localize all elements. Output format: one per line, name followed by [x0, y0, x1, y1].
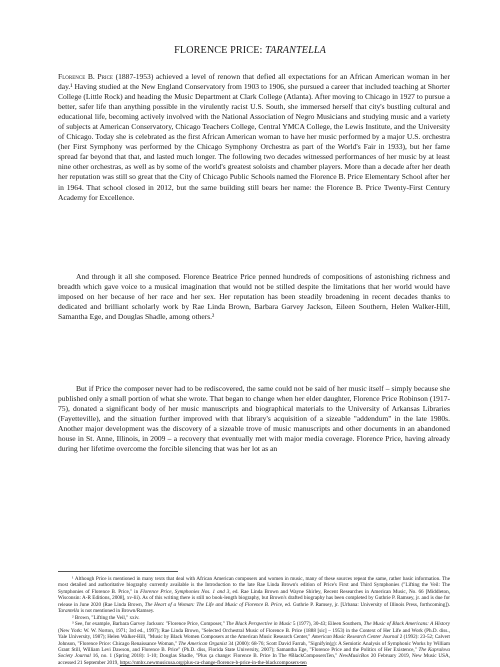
footnote-3-italic-c: American Music Research Center Journal [311, 634, 399, 641]
footnote-3-text-b: 5 (1977), 30-43; Eileen Southern, [291, 621, 364, 628]
footnote-2: ² Brown, "Lifting the Veil," xxiv. [72, 614, 140, 621]
title-composer: FLORENCE PRICE: [174, 45, 266, 56]
title-work: TARANTELLA [265, 45, 326, 56]
footnote-divider [58, 571, 178, 572]
footnote-1-text-c: , ed. Guthrie P. Ramsey, jr. [Urbana: University of Illinois Press, forthcoming]). [282, 601, 450, 608]
paragraph-2-text: And through it all she composed. Florence Beatrice Price penned hundreds of compositions of astonishing richness and breadth which gave voice to a musical imagination that would not be stilled despite the limitations that her world would have imposed on her because of her race and her sex. Her reputation has been steadily broadening in recent decades thanks to dedicated and brilliant scholarly work by Rae Linda Brown, Barbara Garvey Jackson, Eileen Southern, Helen Walker-Hill, Samantha Ege, and Douglas Shadle, among others.² [58, 272, 450, 322]
footnote-3-text-c: (New York: W. W. Norton, 1971; 3rd ed., 1997); Rae Linda Brown, "Selected Orchestral Music of Florence B. Price (1888 [sic] – 1953) in the Context of Her Life and Work (Ph.D. diss., Yale University, 1987); Helen Walker-Hill, "Music by Black Women Composers at the American Music Research Center," [58, 627, 450, 641]
paragraph-1 [58, 72, 450, 203]
paragraph-2 [58, 272, 450, 322]
paragraph-3-text: But if Price the composer never had to be rediscovered, the same could not be said of her music itself – simply because she published only a small portion of what she wrote. That began to change when her elder daughter, Florence Price Robinson (1917-75), donated a significant body of her music manuscripts and biographical materials to the University of Arkansas Libraries (Fayetteville), and the situation further improved with that library's acquisition of a sizeable "addendum" in the late 1980s. Another major development was the discovery of a sizeable trove of music manuscripts and other documents in an abandoned house in St. Anne, Illinois, in 2009 – a recovery that eventually met with major media coverage. Florence Price, having already during her lifetime overcome the forcible silencing that was her lot as an [58, 384, 450, 454]
footnote-3-text-d: 2 (1992): 23-52; Calvert Johnson, "Florence Price: Chicago Renaissance Woman," [58, 634, 450, 647]
footnote-3-text-g: 20 February 2019, New Music USA, accessed 21 September 2019, [58, 653, 450, 666]
footnote-3-text-e: 34 (2000): 68-76; Scott David Farrah, "Signifyin(g): A Semiotic Analysis of Symphonic Works by William Grant Still, William Levi Dawson, and Florence B. Price" (Ph.D. diss, Florida State University, 2007); Samantha Ege, "Florence Price and the Politics of Her Existence," [58, 640, 450, 653]
footnote-3-italic-b: The Music of Black Americans: A History [363, 621, 451, 628]
paragraph-3 [58, 384, 450, 454]
footnote-3-italic-f: NewMusicBox [339, 653, 369, 660]
document-title [0, 45, 500, 56]
footnote-1-text-d: is not mentioned in Brown/Ramsey. [79, 608, 155, 615]
footnotes [58, 576, 450, 666]
footnote-1-italic-c: Tarantella [58, 608, 80, 615]
paragraph-1-lead: Florence B. Price [58, 72, 113, 81]
footnote-3-text: ³ See, for example, Barbara Garvey Jackson: "Florence Price, Composer," [72, 621, 227, 628]
footnote-3-italic-a: The Black Perspective in Music [226, 621, 292, 628]
footnote-3-link[interactable]: https://nmbx.newmusicusa.org/plus-ca-change-florence-b-price-in-the-blackcomposers-ten [119, 659, 307, 666]
footnote-1-italic-a: Florence Price, Symphonies Nos. 1 and 3 [140, 588, 230, 595]
footnote-3-italic-e: The Kapralova Society Journal [58, 646, 450, 660]
footnote-3-text-f: 16, no. 1 (Spring 2018): 1-10; Douglas Shadle, "Plus ça change: Florence B. Price In The #BlackComposersTen," [90, 653, 340, 660]
footnote-1-text-b: , ed. Rae Linda Brown and Wayne Shirley, Recent Researches in American Music, No. 66 [Middleton, Wisconsin: A-R Editions, 2008], xv-lii). As of this writing there is still no book-length biography, but Brown's drafted biography has been completed by Guthrie P. Ramsey, jr. and is due for release in June 2020 (Rae Linda Brown, [58, 588, 450, 608]
paragraph-1-text: (1887-1953) achieved a level of renown that defied all expectations for an African American woman in her day.¹ Having studied at the New England Conservatory from 1903 to 1906, she pursued a career that included teaching at Shorter College (Little Rock) and heading the Music Department at Clark College (Atlanta). After moving to Chicago in 1927 to pursue a better, safer life than anything possible in the virulently racist U.S. South, she immersed herself that city's bustling cultural and educational life, becoming actively involved with the National Association of Negro Musicians and studying music and a variety of subjects at American Conservatory, Chicago Teachers College, Central YMCA College, the Lewis Institute, and the University of Chicago. Today she is celebrated as the first African American woman to have her music performed by a major U.S. orchestra (her First Symphony was performed by the Chicago Symphony Orchestra as part of the World's Fair in 1933), but her fame spread far beyond that that, and lasted much longer. The following two decades witnessed performances of her music by at least nine other orchestras, as well as by some of the world's greatest soloists and chamber players. More than a decade after her death her reputation was still so great that the City of Chicago Public Schools named the Florence B. Price Elementary School after her in 1964. That school closed in 2012, but the same building still bears her name: the Florence B. Price Twenty-First Century Academy for Excellence. [58, 72, 450, 202]
footnote-3 [58, 621, 450, 666]
footnote-1 [58, 576, 450, 615]
footnote-1-italic-b: The Heart of a Woman: The Life and Music of Florence B. Price [144, 601, 283, 608]
footnote-3-italic-d: The American Organist [178, 640, 227, 647]
footnote-1-text: ¹ Although Price is mentioned in many texts that deal with African American composers and women in music, many of these sources repeat the same, rather basic information. The most detailed and authoritative biography currently available is the Introduction to the late Rae Linda Brown's edition of Price's First and Third Symphonies ("Lifting the Veil: The Symphonies of Florence B. Price," in [58, 576, 450, 595]
